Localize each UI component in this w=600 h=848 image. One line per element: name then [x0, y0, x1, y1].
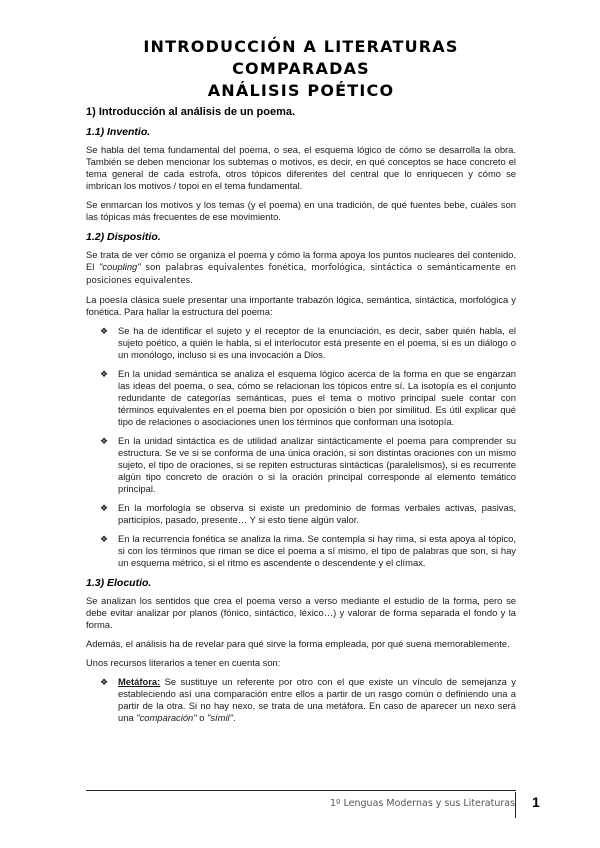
comparacion-term: "comparación": [136, 712, 197, 723]
inventio-paragraph-2: Se enmarcan los motivos y los temas (y el poema) en una tradición, de qué fuentes bebe, cuáles son las tópicas más frecuentes de ese movimiento.: [86, 199, 516, 222]
dispositio-paragraph-2: La poesía clásica suele presentar una importante trabazón lógica, semántica, sintáctica, morfológica y fonética. Para hallar la estructura del poema:: [86, 294, 516, 317]
section-1-3-heading: 1.3) Elocutio.: [86, 577, 152, 589]
section-1-1-heading: 1.1) Inventio.: [86, 126, 151, 138]
title-line-2: ANÁLISIS POÉTICO: [207, 81, 395, 100]
list-item: [100, 533, 516, 569]
dispositio-text-a: Se trata de ver cómo se organiza el poema y cómo la forma apoya los puntos nucleares del contenido. El: [86, 249, 516, 272]
list-item-text: Se ha de identificar el sujeto y el receptor de la enunciación, es decir, saber quién habla, el sujeto poético, a quién le habla, si el interlocutor está presente en el poema, si es un diálogo o un monólogo, incluso si es una invocación a Dios.: [118, 325, 516, 360]
diamond-bullet-icon: ❖: [100, 677, 109, 687]
dispositio-paragraph-1: [86, 249, 516, 287]
diamond-bullet-icon: ❖: [100, 534, 109, 544]
list-item: [100, 502, 516, 526]
page-number: 1: [532, 794, 540, 810]
dispositio-text-b: son palabras equivalentes fonética, morfológica, sintáctica o semánticamente en posiciones equivalentes.: [86, 263, 516, 286]
list-item-text: En la unidad semántica se analiza el esquema lógico acerca de la forma en que se engarzan las ideas del poema, o sea, cómo se relacionan los tópicos entre sí. La isotopía es el conjunto redundante de categorías semánticas, pues el tema o motivo principal suele contar con términos equivalentes en el poema bien por oposición o bien por similitud. Es útil explicar qué tipo de relaciones o asociaciones unen los términos que conforman una isotopía.: [118, 368, 516, 427]
resources-list: [86, 676, 516, 724]
structure-list: [86, 325, 516, 569]
document-page: [86, 36, 516, 731]
list-item-text: En la morfología se observa si existe un predominio de formas verbales activas, pasivas, participios, pasado, presente… Y si esto tiene algún valor.: [118, 502, 516, 525]
inventio-paragraph-1: Se habla del tema fundamental del poema, o sea, el esquema lógico de cómo se desarrolla la obra. También se deben mencionar los subtemas o motivos, es decir, en qué conceptos se hace concreto el tema general de cada estrofa, otros tópicos diferentes del central que lo enriquecen y cómo se imbrican los motivos / topoi en el tema fundamental.: [86, 144, 516, 191]
section-1-2-heading: 1.2) Dispositio.: [86, 231, 161, 243]
list-item: [100, 676, 516, 724]
list-item: [100, 435, 516, 495]
metafora-text: Se sustituye un referente por otro con el que existe un vínculo de semejanza y estableciendo así una comparación entre ellos a partir de un rasgo común o definiendo una a partir de la otra. Si no hay nexo, se trata de una metáfora. En caso de aparecer un nexo será una: [118, 676, 516, 723]
elocutio-paragraph-2: Además, el análisis ha de revelar para qué sirve la forma empleada, por qué suena memorablemente.: [86, 638, 510, 649]
footer-separator: [515, 792, 516, 818]
diamond-bullet-icon: ❖: [100, 503, 109, 513]
diamond-bullet-icon: ❖: [100, 436, 109, 446]
footer-course: 1º Lenguas Modernas y sus Literaturas: [330, 798, 516, 809]
simil-term: "símil": [207, 712, 233, 723]
title-line-1: INTRODUCCIÓN A LITERATURAS COMPARADAS: [143, 37, 459, 78]
coupling-term: "coupling": [99, 261, 141, 272]
elocutio-paragraph-3: Unos recursos literarios a tener en cuenta son:: [86, 657, 281, 668]
diamond-bullet-icon: ❖: [100, 326, 109, 336]
metafora-term: Metáfora:: [118, 676, 161, 687]
document-title: [86, 36, 516, 102]
list-item: [100, 368, 516, 428]
metafora-end: .: [232, 712, 236, 723]
list-item-text: En la recurrencia fonética se analiza la rima. Se contempla si hay rima, si esta apoya al tópico, si con los términos que riman se dice el poema a sí mismo, el tipo de palabras que son, si hay un esquema métrico, si el ritmo es ascendente o descendente y el clímax.: [118, 533, 516, 568]
list-item: [100, 325, 516, 361]
diamond-bullet-icon: ❖: [100, 369, 109, 379]
list-item-text: En la unidad sintáctica es de utilidad analizar sintácticamente el poema para comprender su estructura. Se ve si se conforma de una única oración, si son distintas oraciones con un mismo sujeto, el tipo de oraciones, si se repiten estructuras sintácticas (paralelismos), si es recurrente algún tipo concreto de oración o si la oración principal corresponde al elemento temático principal.: [118, 435, 516, 494]
metafora-conj: o: [196, 712, 208, 723]
footer-rule: [86, 790, 516, 791]
elocutio-paragraph-1: Se analizan los sentidos que crea el poema verso a verso mediante el estudio de la forma, pero se debe evitar analizar por planos (fónico, sintáctico, léxico…) y valorar de forma separada el fondo y la forma.: [86, 595, 516, 630]
section-1-heading: 1) Introducción al análisis de un poema.: [86, 106, 296, 118]
